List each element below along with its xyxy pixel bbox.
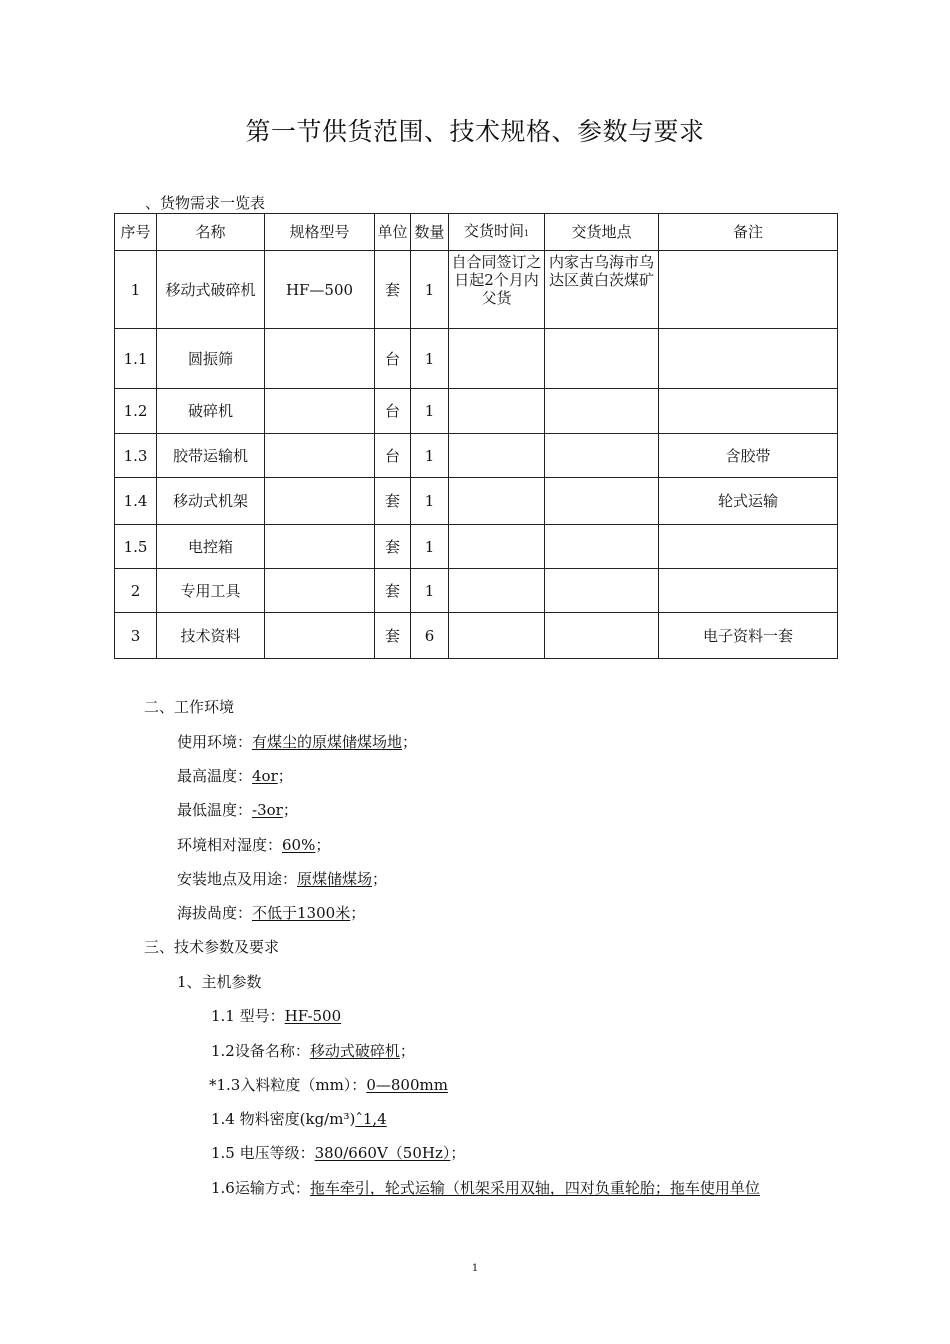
cell-note bbox=[659, 525, 838, 569]
param-model-value: HF-500 bbox=[284, 1007, 342, 1025]
cell-note: 电子资料一套 bbox=[659, 613, 838, 659]
cell-no: 1.5 bbox=[115, 525, 157, 569]
cell-place bbox=[545, 434, 659, 478]
section-3-subheading: 1、主机参数 bbox=[177, 973, 262, 991]
param-feed-size: *1.3入料粒度（mm）：0—800mm bbox=[209, 1076, 448, 1094]
cell-model bbox=[265, 389, 375, 434]
cell-name: 破碎机 bbox=[157, 389, 265, 434]
param-density: 1.4 物料密度(kg/m³)ˆ1,4 bbox=[211, 1110, 387, 1128]
cell-place bbox=[545, 569, 659, 613]
env-altitude-value: 不低于1300米 bbox=[252, 904, 351, 922]
header-name: 名称 bbox=[157, 214, 265, 251]
cell-no: 1.4 bbox=[115, 478, 157, 525]
param-voltage: 1.5 电压等级：380/660V（50Hz）； bbox=[211, 1144, 466, 1162]
cell-place bbox=[545, 525, 659, 569]
cell-place bbox=[545, 329, 659, 389]
env-max-temp: 最高温度：4or； bbox=[177, 767, 293, 785]
cell-model bbox=[265, 525, 375, 569]
table-row bbox=[115, 251, 838, 329]
param-transport: 1.6运输方式：拖车牵引，轮式运输（机架采用双轴，四对负重轮胎；拖车使用单位 bbox=[211, 1179, 760, 1197]
cell-no: 1.3 bbox=[115, 434, 157, 478]
env-max-temp-value: 4or bbox=[252, 767, 278, 785]
cell-note: 含胶带 bbox=[659, 434, 838, 478]
cell-model bbox=[265, 613, 375, 659]
header-time-mark: 1 bbox=[523, 228, 530, 238]
cell-time bbox=[449, 329, 545, 389]
param-transport-value: 拖车牵引，轮式运输（机架采用双轴，四对负重轮胎；拖车使用单位 bbox=[309, 1179, 760, 1197]
cell-time bbox=[449, 389, 545, 434]
cell-qty: 1 bbox=[411, 525, 449, 569]
cell-name: 技术资料 bbox=[157, 613, 265, 659]
cell-time bbox=[449, 434, 545, 478]
cell-name: 专用工具 bbox=[157, 569, 265, 613]
cell-name: 胶带运输机 bbox=[157, 434, 265, 478]
param-device-name-value: 移动式破碎机 bbox=[309, 1042, 400, 1060]
cell-time bbox=[449, 525, 545, 569]
cell-name: 移动式破碎机 bbox=[157, 251, 265, 329]
cell-qty: 1 bbox=[411, 389, 449, 434]
cell-unit: 套 bbox=[375, 251, 411, 329]
cell-unit: 套 bbox=[375, 613, 411, 659]
cell-model: HF—500 bbox=[265, 251, 375, 329]
header-place: 交货地点 bbox=[545, 214, 659, 251]
page-number: 1 bbox=[471, 1263, 479, 1274]
cell-unit: 套 bbox=[375, 478, 411, 525]
cell-no: 1.1 bbox=[115, 329, 157, 389]
cell-unit: 套 bbox=[375, 569, 411, 613]
param-device-name: 1.2设备名称：移动式破碎机； bbox=[211, 1042, 415, 1060]
cell-place bbox=[545, 389, 659, 434]
cell-qty: 1 bbox=[411, 569, 449, 613]
cell-name: 圆振筛 bbox=[157, 329, 265, 389]
param-voltage-value: 380/660V（50Hz） bbox=[314, 1144, 451, 1162]
table-row bbox=[115, 613, 838, 659]
cell-qty: 1 bbox=[411, 478, 449, 525]
env-min-temp-value: -3or bbox=[252, 801, 283, 819]
section-2-heading: 二、工作环境 bbox=[144, 698, 235, 716]
env-install-site: 安装地点及用途：原煤储煤场； bbox=[177, 870, 388, 888]
cell-model bbox=[265, 478, 375, 525]
cell-model bbox=[265, 569, 375, 613]
goods-requirement-table bbox=[114, 213, 838, 659]
param-feed-size-value: 0—800mm bbox=[366, 1076, 448, 1094]
env-install-site-value: 原煤储煤场 bbox=[297, 870, 373, 888]
cell-time bbox=[449, 613, 545, 659]
cell-note bbox=[659, 329, 838, 389]
header-no: 序号 bbox=[115, 214, 157, 251]
cell-unit: 台 bbox=[375, 389, 411, 434]
env-humidity-value: 60% bbox=[282, 836, 316, 854]
table-row bbox=[115, 569, 838, 613]
section-3-heading: 三、技术参数及要求 bbox=[144, 938, 280, 956]
header-model: 规格型号 bbox=[265, 214, 375, 251]
cell-model bbox=[265, 434, 375, 478]
cell-place bbox=[545, 613, 659, 659]
header-time: 交货时间1 bbox=[449, 214, 545, 251]
header-note: 备注 bbox=[659, 214, 838, 251]
cell-unit: 台 bbox=[375, 329, 411, 389]
cell-time bbox=[449, 478, 545, 525]
cell-qty: 1 bbox=[411, 251, 449, 329]
param-model: 1.1 型号：HF-500 bbox=[211, 1007, 342, 1025]
table-row bbox=[115, 389, 838, 434]
cell-name: 电控箱 bbox=[157, 525, 265, 569]
cell-no: 1 bbox=[115, 251, 157, 329]
env-altitude: 海拔咼度：不低于1300米； bbox=[177, 904, 366, 922]
cell-qty: 6 bbox=[411, 613, 449, 659]
cell-qty: 1 bbox=[411, 434, 449, 478]
env-usage: 使用环境：有煤尘的原煤储煤场地； bbox=[177, 733, 418, 751]
table-row bbox=[115, 329, 838, 389]
table-caption: 、货物需求一览表 bbox=[145, 194, 266, 212]
table-row bbox=[115, 434, 838, 478]
cell-name: 移动式机架 bbox=[157, 478, 265, 525]
cell-note bbox=[659, 251, 838, 329]
table-row bbox=[115, 478, 838, 525]
header-unit: 单位 bbox=[375, 214, 411, 251]
env-humidity: 环境相对湿度：60%； bbox=[177, 836, 331, 854]
cell-no: 2 bbox=[115, 569, 157, 613]
env-usage-value: 有煤尘的原煤储煤场地 bbox=[252, 733, 403, 751]
cell-place bbox=[545, 478, 659, 525]
cell-qty: 1 bbox=[411, 329, 449, 389]
cell-note bbox=[659, 569, 838, 613]
table-row bbox=[115, 525, 838, 569]
env-min-temp: 最低温度：-3or； bbox=[177, 801, 298, 819]
cell-place: 内家古乌海市乌达区黄白茨煤矿 bbox=[545, 251, 659, 329]
cell-unit: 台 bbox=[375, 434, 411, 478]
page-title: 第一节供货范围、技术规格、参数与要求 bbox=[245, 117, 705, 146]
cell-note: 轮式运输 bbox=[659, 478, 838, 525]
header-qty: 数量 bbox=[411, 214, 449, 251]
param-density-value: ˆ1,4 bbox=[355, 1110, 387, 1128]
table-header-row bbox=[115, 214, 838, 251]
cell-no: 1.2 bbox=[115, 389, 157, 434]
cell-time: 自合同签订之日起2个月内父货 bbox=[449, 251, 545, 329]
cell-unit: 套 bbox=[375, 525, 411, 569]
cell-note bbox=[659, 389, 838, 434]
cell-time bbox=[449, 569, 545, 613]
cell-no: 3 bbox=[115, 613, 157, 659]
cell-model bbox=[265, 329, 375, 389]
